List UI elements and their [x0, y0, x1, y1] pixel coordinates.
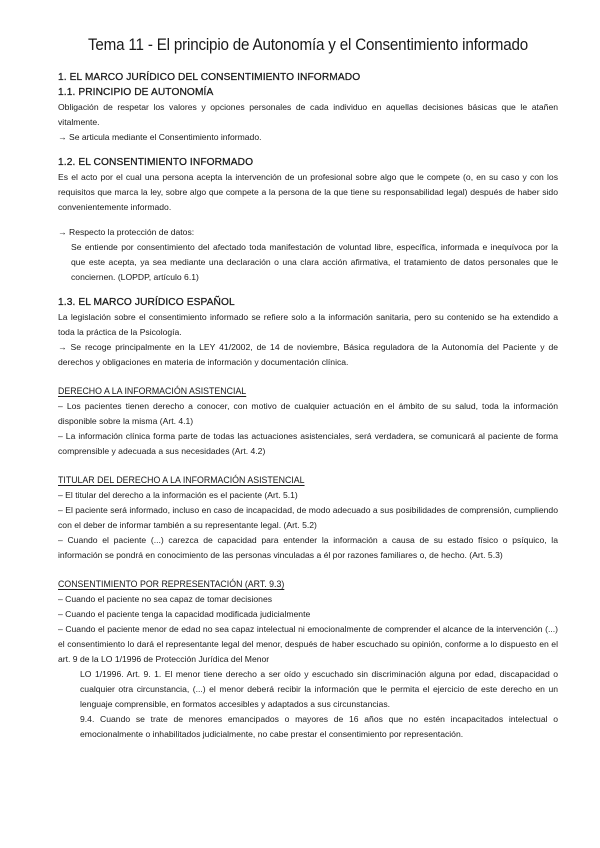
arrow-note: → Se recoge principalmente en la LEY 41/2002, de 14 de noviembre, Básica reguladora de la Autonomía del Paciente y de derechos y obligaciones en materia de información y documentación clínica.: [58, 342, 558, 367]
indented-paragraph: Se entiende por consentimiento del afectado toda manifestación de voluntad libre, específica, informada e inequívoca por la que este acepta, ya sea mediante una declaración o una clara acción afirmativa, el tratamiento de datos personales que le conciernen. (LOPDP, artículo 6.1): [71, 242, 558, 282]
list-item: – Cuando el paciente (...) carezca de capacidad para entender la información a causa de su estado físico o psíquico, la información se pondrá en conocimiento de las personas vinculadas a él por razones familiares o, de hecho. (Art. 5.3): [58, 535, 558, 560]
quoted-article: 9.4. Cuando se trate de menores emancipados o mayores de 16 años que no estén incapacitados intelectual o emocionalmente o inhabilitados judicialmente, no cabe prestar el consentimiento por representación.: [80, 714, 558, 739]
list-item: – Cuando el paciente tenga la capacidad modificada judicialmente: [58, 609, 311, 619]
underlined-heading-representacion: CONSENTIMIENTO POR REPRESENTACIÓN (ART. 9.3): [58, 579, 285, 589]
paragraph: Obligación de respetar los valores y opciones personales de cada individuo en aquellas decisiones básicas que le atañen vitalmente.: [58, 102, 558, 127]
list-item: – Los pacientes tienen derecho a conocer, con motivo de cualquier actuación en el ámbito de su salud, toda la información disponible sobre la misma (Art. 4.1): [58, 401, 558, 426]
list-item: – La información clínica forma parte de todas las actuaciones asistenciales, será verdadera, se comunicará al paciente de forma comprensible y adecuada a sus necesidades (Art. 4.2): [58, 431, 558, 456]
quoted-article: LO 1/1996. Art. 9. 1. El menor tiene derecho a ser oído y escuchado sin discriminación alguna por edad, discapacidad o cualquier otra circunstancia, (...) el menor deberá recibir la información que le permita el ejercicio de este derecho en un lenguaje comprensible, en formatos accesibles y adaptados a sus circunstancias.: [80, 669, 558, 709]
subsection-heading-1-2: 1.2. EL CONSENTIMIENTO INFORMADO: [58, 157, 254, 168]
underlined-heading-titular: TITULAR DEL DERECHO A LA INFORMACIÓN ASISTENCIAL: [58, 475, 305, 485]
section-heading-1: 1. EL MARCO JURÍDICO DEL CONSENTIMIENTO INFORMADO: [58, 72, 361, 83]
subsection-heading-1-3: 1.3. EL MARCO JURÍDICO ESPAÑOL: [58, 297, 235, 308]
list-item: – Cuando el paciente menor de edad no sea capaz intelectual ni emocionalmente de comprender el alcance de la intervención (...) el consentimiento lo dará el representante legal del menor, después de haber escuchado su opinión, conforme a lo dispuesto en el art. 9 de la LO 1/1996 de Protección Jurídica del Menor: [58, 624, 558, 664]
list-item: – El titular del derecho a la información es el paciente (Art. 5.1): [58, 490, 298, 500]
paragraph: Es el acto por el cual una persona acepta la intervención de un profesional sobre algo que le compete (o, en su caso y con los requisitos que marca la ley, sobre algo que compete a la persona de la que tiene su responsabilidad legal) después de haber sido convenientemente informado.: [58, 172, 558, 212]
list-item: – Cuando el paciente no sea capaz de tomar decisiones: [58, 594, 273, 604]
arrow-note: → Respecto la protección de datos:: [58, 227, 195, 237]
list-item: – El paciente será informado, incluso en caso de incapacidad, de modo adecuado a sus posibilidades de comprensión, cumpliendo con el deber de informar también a su representante legal. (Art. 5.2): [58, 505, 558, 530]
arrow-note: → Se articula mediante el Consentimiento informado.: [58, 132, 262, 142]
page-title: Tema 11 - El principio de Autonomía y el Consentimiento informado: [87, 36, 529, 54]
subsection-heading-1-1: 1.1. PRINCIPIO DE AUTONOMÍA: [58, 87, 214, 98]
underlined-heading-derecho: DERECHO A LA INFORMACIÓN ASISTENCIAL: [58, 386, 247, 396]
paragraph: La legislación sobre el consentimiento informado se refiere solo a la información sanitaria, pero su contenido se ha extendido a toda la práctica de la Psicología.: [58, 312, 558, 337]
